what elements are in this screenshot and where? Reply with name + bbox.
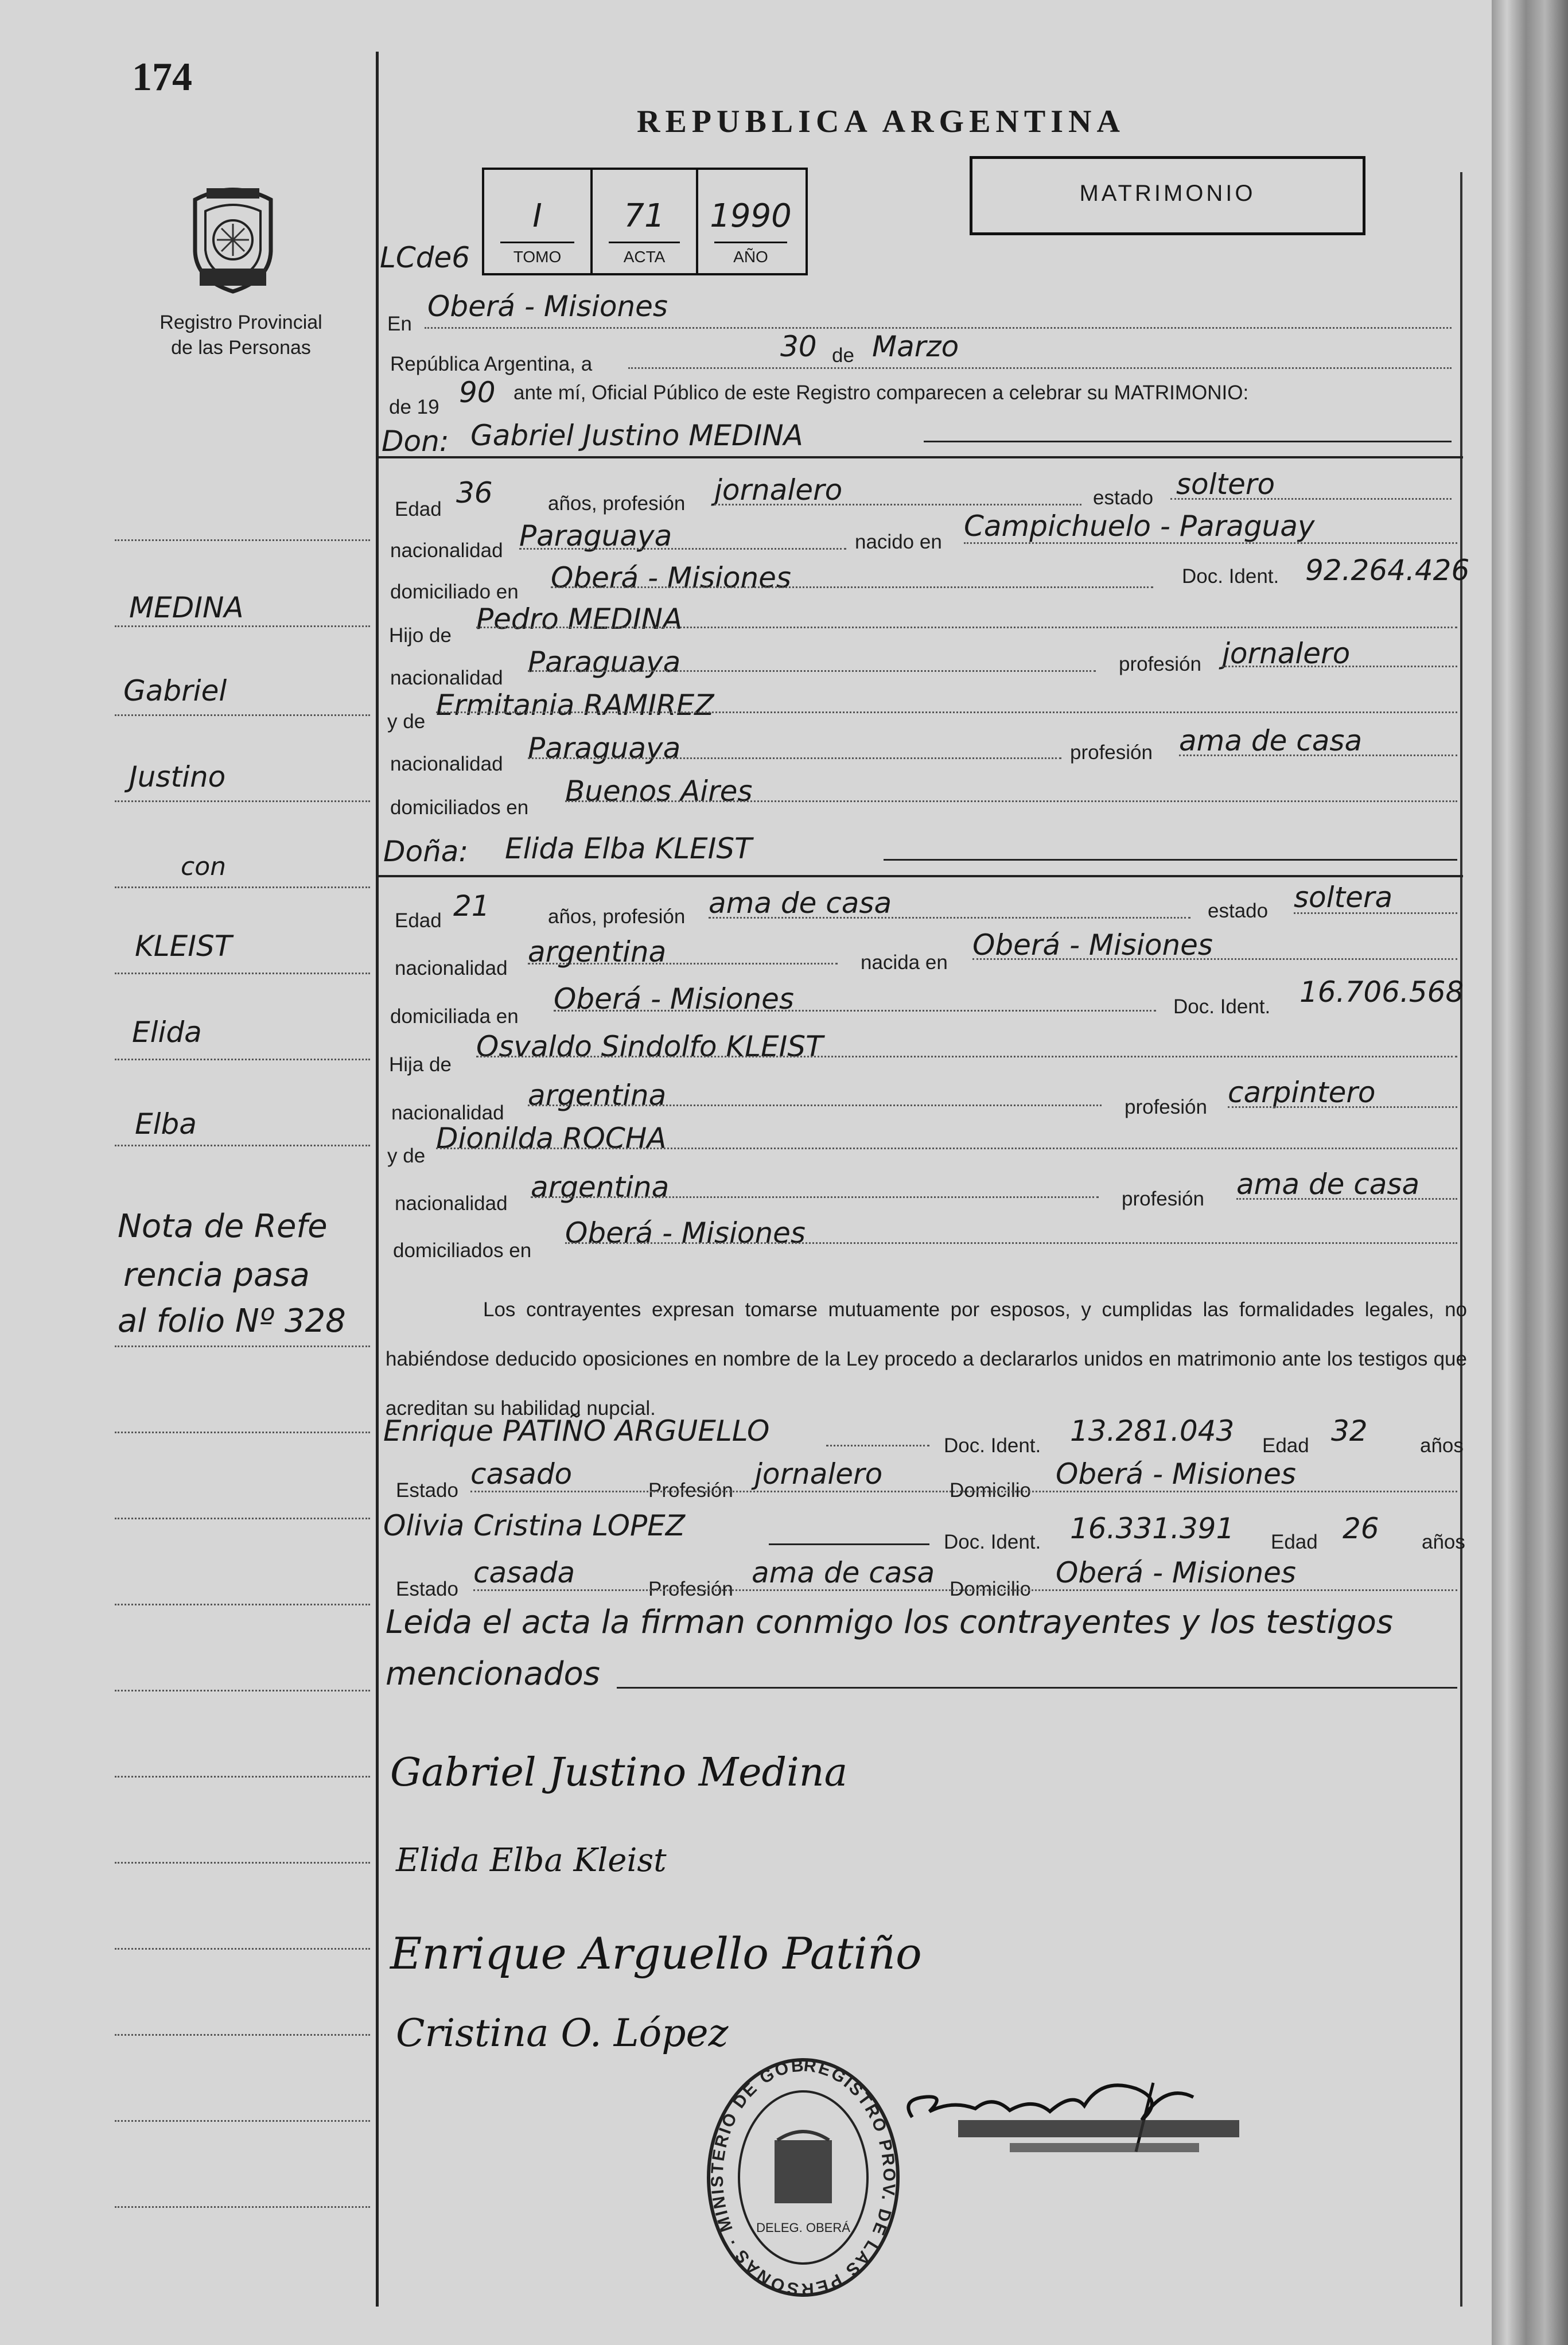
groom-status: soltero [1176,468,1275,501]
bride-birthplace: Oberá - Misiones [972,928,1213,962]
margin-given1-groom: Gabriel [123,674,227,707]
de-label: de [832,344,854,367]
bride-nacida-label: nacida en [861,951,948,974]
groom-father: Pedro MEDINA [476,602,683,636]
witness2-doc: 16.331.391 [1070,1512,1235,1545]
bride-mother-profesion-label: profesión [1122,1188,1204,1210]
groom-signature: Gabriel Justino Medina [390,1750,848,1795]
witness1-edad-label: Edad [1262,1434,1309,1457]
day-value: 30 [780,330,817,363]
witness1-age: 32 [1331,1414,1368,1448]
republica-label: República Argentina, a [390,353,593,375]
bride-parents-domicilio-label: domiciliados en [393,1239,532,1262]
groom-domicile: Oberá - Misiones [551,561,791,594]
folio-number: 174 [132,55,192,99]
issuer-line-1: Registro Provincial [159,312,322,333]
witness2-signature: Cristina O. López [396,2011,729,2055]
witness1-profession: jornalero [754,1457,883,1491]
witness2-edad-label: Edad [1271,1531,1318,1553]
groom-nationality: Paraguaya [519,519,672,553]
groom-parents-domicilio-label: domiciliados en [390,796,529,819]
official-signature [895,2066,1297,2157]
bride-name: Elida Elba KLEIST [505,832,752,865]
tomo-value: I [532,197,542,235]
bride-domiciliada-label: domiciliada en [390,1005,519,1028]
seal-ring-text: REGISTRO PROV. DE LAS PERSONAS · MINISTERIO DE GOB [707,2056,899,2299]
witness2-profesion-label: Profesión [648,1578,733,1600]
witness1-name: Enrique PATIÑO ARGUELLO [383,1414,770,1448]
issuer-line-2: de las Personas [171,337,311,359]
margin-connector: con [181,852,226,881]
anio-cell [698,170,803,273]
seal-icon [703,2054,904,2301]
margin-surname-bride: KLEIST [135,930,232,963]
de19-label: de 19 [389,396,439,418]
bride-domicile: Oberá - Misiones [554,982,794,1016]
bride-mother-nacionalidad-label: nacionalidad [395,1192,508,1215]
month-value: Marzo [872,330,959,363]
margin-given2-groom: Justino [129,760,226,794]
year-suffix: 90 [459,376,496,409]
legal-declaration: Los contrayentes expresan tomarse mutuamente por esposos, y cumplidas las formalidades legales, no habiéndose deducido oposiciones en nombre de la Ley procedo a declararlos unidos en matrimonio ante los testigos que acreditan su habilidad nupcial. [386,1298,1467,1420]
bride-mother-label: y de [387,1145,426,1167]
groom-mother-label: y de [387,710,426,733]
groom-doc: 92.264.426 [1305,554,1470,587]
groom-profesion-label: años, profesión [548,492,686,515]
bride-edad-label: Edad [395,909,442,932]
groom-profession: jornalero [714,473,843,507]
bride-nationality: argentina [528,935,667,969]
margin-given2-bride: Elba [135,1107,197,1141]
witness1-doc: 13.281.043 [1070,1414,1235,1448]
lc-code: LCde6 [380,241,470,274]
official-seal [703,2054,904,2301]
margin-note-line-2: rencia pasa [123,1257,310,1294]
witness2-anios-label: años [1422,1531,1465,1553]
groom-edad-label: Edad [395,498,442,520]
groom-hijo-label: Hijo de [389,624,452,647]
groom-estado-label: estado [1093,487,1154,509]
bride-father-nacionalidad-label: nacionalidad [391,1102,504,1124]
acta-value: 71 [624,197,665,235]
witness1-domicilio-label: Domicilio [950,1479,1031,1502]
groom-title: Don: [382,425,449,458]
bride-mother-profession: ama de casa [1236,1168,1420,1201]
bride-title: Doña: [383,835,469,868]
groom-mother-nacionalidad-label: nacionalidad [390,753,503,775]
groom-parents-domicile: Buenos Aires [565,775,753,808]
witness2-age: 26 [1343,1512,1379,1545]
bride-status: soltera [1294,881,1393,914]
witness2-doc-label: Doc. Ident. [944,1531,1041,1553]
record-type: MATRIMONIO [1079,181,1256,206]
witness2-status: casada [473,1556,575,1589]
margin-note-line-3: al folio Nº 328 [118,1302,346,1340]
bride-estado-label: estado [1208,900,1269,922]
place-value: Oberá - Misiones [427,290,668,323]
witness1-estado-label: Estado [396,1479,458,1502]
witness2-name: Olivia Cristina LOPEZ [383,1509,685,1542]
witness1-signature: Enrique Arguello Patiño [390,1928,922,1979]
acta-cell [593,170,696,273]
bride-hija-label: Hija de [389,1053,452,1076]
bride-mother: Dionilda ROCHA [436,1122,667,1155]
bride-doc-label: Doc. Ident. [1173,995,1271,1018]
groom-doc-label: Doc. Ident. [1182,565,1279,588]
witness2-domicilio-label: Domicilio [950,1578,1031,1600]
groom-father-profession: jornalero [1222,637,1351,670]
closing-line-1: Leida el acta la firman conmigo los contrayentes y los testigos [386,1604,1394,1641]
bride-doc: 16.706.568 [1299,975,1464,1009]
groom-mother-profesion-label: profesión [1070,741,1153,764]
bride-father-profesion-label: profesión [1125,1096,1207,1118]
groom-mother-nationality: Paraguaya [528,732,681,765]
en-label: En [387,313,412,335]
bride-father-nationality: argentina [528,1079,667,1112]
margin-note-line-1: Nota de Refe [118,1208,328,1245]
groom-name: Gabriel Justino MEDINA [470,419,803,452]
record-reference-box [482,168,808,275]
bride-mother-nationality: argentina [531,1170,670,1204]
witness1-domicile: Oberá - Misiones [1056,1457,1296,1491]
witness1-profesion-label: Profesión [648,1479,733,1502]
groom-mother-profession: ama de casa [1179,724,1363,757]
bride-profesion-label: años, profesión [548,905,686,928]
bride-profession: ama de casa [709,886,892,920]
seal-center-text: DELEG. OBERÁ [756,2220,850,2235]
bride-signature: Elida Elba Kleist [396,1842,667,1879]
groom-nacionalidad-label: nacionalidad [390,539,503,562]
bride-nacionalidad-label: nacionalidad [395,957,508,979]
acta-label: ACTA [623,248,666,266]
bride-age: 21 [453,889,490,923]
bride-father: Osvaldo Sindolfo KLEIST [476,1030,823,1063]
tomo-cell [484,170,590,273]
record-type-box [970,156,1365,235]
witness2-profession: ama de casa [752,1556,935,1589]
issuer-name [132,310,350,360]
groom-mother: Ermitania RAMIREZ [436,689,714,722]
witness2-estado-label: Estado [396,1578,458,1600]
witness2-domicile: Oberá - Misiones [1056,1556,1296,1589]
groom-father-nacionalidad-label: nacionalidad [390,667,503,689]
groom-nacido-label: nacido en [855,531,942,553]
officiant-text: ante mí, Oficial Público de este Registro comparecen a celebrar su MATRIMONIO: [513,382,1249,404]
groom-father-nationality: Paraguaya [528,645,681,679]
bride-parents-domicile: Oberá - Misiones [565,1216,806,1250]
groom-age: 36 [456,476,493,510]
witness1-anios-label: años [1420,1434,1464,1457]
bride-father-profession: carpintero [1228,1076,1376,1109]
country-title: REPUBLICA ARGENTINA [637,104,1125,139]
anio-label: AÑO [733,248,768,266]
groom-birthplace: Campichuelo - Paraguay [964,510,1315,543]
witness1-status: casado [470,1457,573,1491]
provincial-emblem-icon [184,182,282,297]
book-binding [1492,0,1568,2345]
margin-given1-bride: Elida [132,1016,202,1049]
groom-domiciliado-label: domiciliado en [390,581,519,603]
margin-surname-groom: MEDINA [129,591,244,624]
anio-value: 1990 [710,197,792,235]
witness1-doc-label: Doc. Ident. [944,1434,1041,1457]
closing-line-2: mencionados [386,1655,600,1693]
tomo-label: TOMO [513,248,562,266]
groom-father-profesion-label: profesión [1119,653,1201,675]
